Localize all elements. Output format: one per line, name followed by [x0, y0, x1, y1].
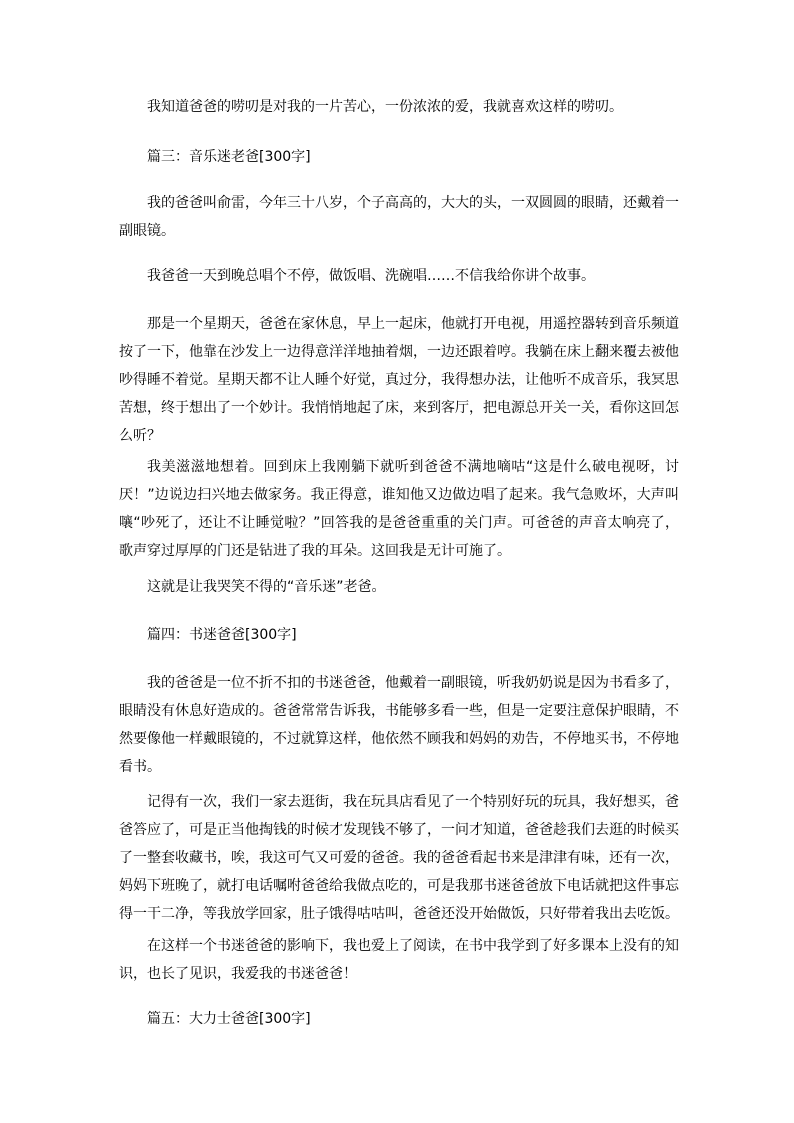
paragraph-bookworm-dad: 我的爸爸是一位不折不扣的书迷爸爸，他戴着一副眼镜，听我奶奶说是因为书看多了，眼睛没有休息好造成的。爸爸常常告诉我，书能够多看一些，但是一定要注意保护眼睛，不然要像他一样戴眼镜的，不过就算这样，他依然不顾我和妈妈的劝告，不停地买书，不停地看书。 [119, 675, 679, 775]
paragraph-closing-nagging: 我知道爸爸的唠叨是对我的一片苦心，一份浓浓的爱，我就喜欢这样的唠叨。 [147, 99, 623, 115]
section-heading-5: 篇五：大力士爸爸[300字] [147, 1011, 311, 1027]
paragraph-power-off: 我美滋滋地想着。回到床上我刚躺下就听到爸爸不满地嘀咕“这是什么破电视呀，讨厌！”边说边扫兴地去做家务。我正得意，谁知他又边做边唱了起来。我气急败坏，大声叫嚷“吵死了，还让不让睡觉啦？”回答我的是爸爸重重的关门声。可爸爸的声音太响亮了，歌声穿过厚厚的门还是钻进了我的耳朵。这回我是无计可施了。 [119, 459, 679, 559]
section-heading-4: 篇四：书迷爸爸[300字] [147, 627, 297, 643]
paragraph-sunday-story: 那是一个星期天，爸爸在家休息，早上一起床，他就打开电视，用遥控器转到音乐频道按了一下，他靠在沙发上一边得意洋洋地抽着烟，一边还跟着哼。我躺在床上翻来覆去被他吵得睡不着觉。星期天都不让人睡个好觉，真过分，我得想办法，让他听不成音乐，我冥思苦想，终于想出了一个妙计。我悄悄地起了床，来到客厅，把电源总开关一关，看你这回怎么听？ [119, 316, 679, 444]
paragraph-music-fan-dad: 这就是让我哭笑不得的“音乐迷”老爸。 [147, 579, 386, 595]
section-heading-3: 篇三：音乐迷老爸[300字] [147, 149, 311, 165]
paragraph-dad-sings: 我爸爸一天到晚总唱个不停，做饭唱、洗碗唱……不信我给你讲个故事。 [147, 268, 595, 284]
paragraph-love-reading: 在这样一个书迷爸爸的影响下，我也爱上了阅读，在书中我学到了好多课本上没有的知识，也长了见识，我爱我的书迷爸爸！ [119, 938, 679, 982]
paragraph-shopping-story: 记得有一次，我们一家去逛街，我在玩具店看见了一个特别好玩的玩具，我好想买，爸爸答应了，可是正当他掏钱的时候才发现钱不够了，一问才知道，爸爸趁我们去逛的时候买了一整套收藏书，唉，我这可气又可爱的爸爸。我的爸爸看起书来是津津有味，还有一次，妈妈下班晚了，就打电话嘱咐爸爸给我做点吃的，可是我那书迷爸爸放下电话就把这件事忘得一干二净，等我放学回家，肚子饿得咕咕叫，爸爸还没开始做饭，只好带着我出去吃饭。 [119, 794, 679, 922]
paragraph-dad-intro: 我的爸爸叫俞雷，今年三十八岁，个子高高的，大大的头，一双圆圆的眼睛，还戴着一副眼镜。 [119, 195, 679, 239]
